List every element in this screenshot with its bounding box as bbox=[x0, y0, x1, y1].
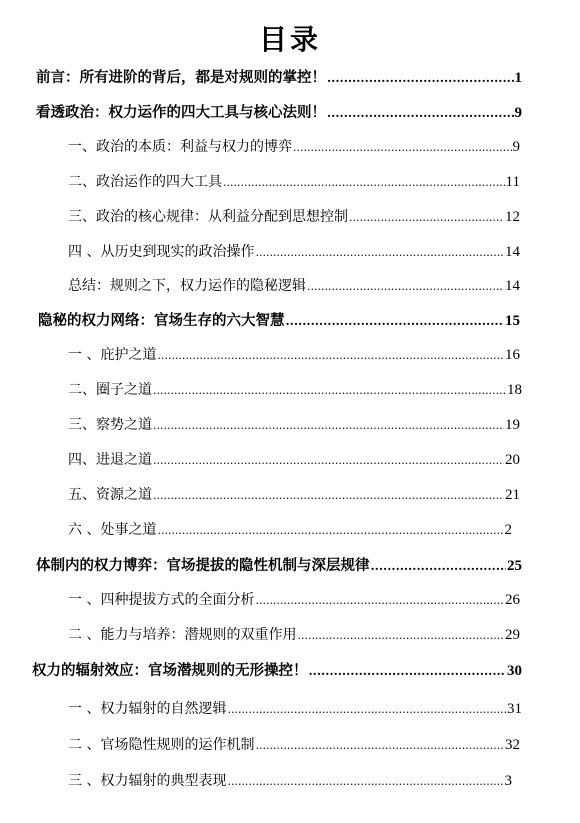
toc-page-number: 9 bbox=[514, 105, 522, 121]
toc-entry-section[interactable] bbox=[68, 484, 520, 506]
toc-page-number: 14 bbox=[505, 244, 520, 260]
dot-leader bbox=[371, 559, 507, 573]
toc-entry-section[interactable] bbox=[68, 449, 520, 471]
toc-page-number: 20 bbox=[505, 452, 520, 468]
toc-entry-section[interactable] bbox=[68, 206, 520, 228]
toc-entry-section[interactable] bbox=[68, 734, 520, 756]
toc-entry-label: 五、资源之道 bbox=[68, 487, 152, 503]
toc-entry-label: 二、圈子之道 bbox=[68, 382, 152, 398]
toc-entry-section[interactable] bbox=[68, 275, 520, 297]
toc-entry-section[interactable] bbox=[68, 624, 520, 646]
toc-entry-label: 三 、权力辐射的典型表现 bbox=[68, 773, 227, 789]
toc-page-number: 16 bbox=[505, 347, 520, 363]
dot-leader bbox=[293, 141, 512, 154]
toc-page-number: 29 bbox=[505, 627, 520, 643]
toc-entry-label: 二 、官场隐性规则的运作机制 bbox=[68, 737, 255, 753]
dot-leader bbox=[255, 739, 504, 752]
toc-page-number: 25 bbox=[507, 558, 522, 574]
toc-entry-section[interactable] bbox=[68, 344, 520, 366]
toc-page-number: 31 bbox=[507, 701, 522, 717]
dot-leader bbox=[349, 211, 504, 224]
toc-entry-chapter-3[interactable] bbox=[36, 554, 522, 576]
toc-page-number: 11 bbox=[505, 174, 520, 190]
dot-leader bbox=[327, 106, 514, 120]
toc-entry-label: 三、政治的核心规律：从利益分配到思想控制 bbox=[68, 209, 348, 225]
toc-page-number: 21 bbox=[505, 487, 520, 503]
toc-entry-label: 前言：所有进阶的背后，都是对规则的掌控！ bbox=[36, 69, 326, 86]
toc-entry-label: 隐秘的权力网络：官场生存的六大智慧 bbox=[38, 312, 285, 329]
dot-leader bbox=[157, 524, 503, 537]
toc-page-number: 19 bbox=[505, 417, 520, 433]
dot-leader bbox=[309, 664, 507, 678]
toc-entry-section[interactable] bbox=[68, 519, 512, 541]
toc-page-number: 12 bbox=[505, 209, 520, 225]
toc-entry-section[interactable] bbox=[68, 171, 520, 193]
dot-leader bbox=[153, 454, 504, 467]
toc-page-number: 15 bbox=[505, 313, 520, 329]
dot-leader bbox=[153, 384, 506, 397]
dot-leader bbox=[227, 703, 506, 716]
dot-leader bbox=[286, 314, 505, 328]
toc-entry-chapter-1[interactable] bbox=[36, 101, 522, 123]
toc-page-number: 14 bbox=[505, 278, 520, 294]
toc-page-number: 30 bbox=[507, 663, 522, 679]
toc-entry-section[interactable] bbox=[68, 379, 522, 401]
toc-entry-label: 三、察势之道 bbox=[68, 417, 152, 433]
toc-entry-label: 一 、权力辐射的自然逻辑 bbox=[68, 701, 227, 717]
toc-entry-label: 一、政治的本质：利益与权力的博弈 bbox=[68, 139, 292, 155]
toc-page-number: 3 bbox=[504, 773, 512, 789]
dot-leader bbox=[223, 176, 505, 189]
dot-leader bbox=[307, 280, 504, 293]
toc-entry-label: 权力的辐射效应：官场潜规则的无形操控！ bbox=[32, 662, 308, 679]
dot-leader bbox=[297, 629, 504, 642]
toc-entry-section[interactable] bbox=[68, 136, 520, 158]
toc-entry-label: 看透政治：权力运作的四大工具与核心法则！ bbox=[36, 104, 326, 121]
toc-page-number: 9 bbox=[512, 139, 520, 155]
toc-entry-label: 六 、处事之道 bbox=[68, 522, 157, 538]
toc-page-number: 2 bbox=[504, 522, 512, 538]
toc-entry-label: 二 、能力与培养：潜规则的双重作用 bbox=[68, 627, 297, 643]
toc-entry-label: 一 、四种提拔方式的全面分析 bbox=[68, 592, 255, 608]
dot-leader bbox=[255, 246, 504, 259]
dot-leader bbox=[153, 419, 504, 432]
dot-leader bbox=[227, 775, 503, 788]
toc-entry-section[interactable] bbox=[68, 589, 520, 611]
toc-entry-preface[interactable] bbox=[36, 66, 522, 88]
toc-entry-label: 一 、庇护之道 bbox=[68, 347, 157, 363]
toc-page-number: 18 bbox=[507, 382, 522, 398]
dot-leader bbox=[255, 594, 504, 607]
toc-entry-label: 体制内的权力博弈：官场提拔的隐性机制与深层规律 bbox=[36, 557, 370, 574]
toc-entry-section[interactable] bbox=[68, 241, 520, 263]
toc-entry-section[interactable] bbox=[68, 698, 522, 720]
toc-entry-label: 二、政治运作的四大工具 bbox=[68, 174, 222, 190]
toc-title: 目录 bbox=[258, 23, 321, 56]
dot-leader bbox=[153, 489, 504, 502]
toc-entry-section[interactable] bbox=[68, 414, 520, 436]
toc-entry-label: 总结：规则之下，权力运作的隐秘逻辑 bbox=[68, 278, 306, 294]
toc-page-number: 26 bbox=[505, 592, 520, 608]
toc-page-number: 32 bbox=[505, 737, 520, 753]
toc-entry-label: 四、进退之道 bbox=[68, 452, 152, 468]
dot-leader bbox=[157, 349, 504, 362]
toc-entry-section[interactable] bbox=[68, 770, 512, 792]
toc-entry-chapter-2[interactable] bbox=[38, 309, 520, 331]
toc-entry-chapter-4[interactable] bbox=[32, 659, 522, 681]
dot-leader bbox=[327, 71, 514, 85]
toc-page-number: 1 bbox=[514, 70, 522, 86]
toc-entry-label: 四 、从历史到现实的政治操作 bbox=[68, 244, 255, 260]
